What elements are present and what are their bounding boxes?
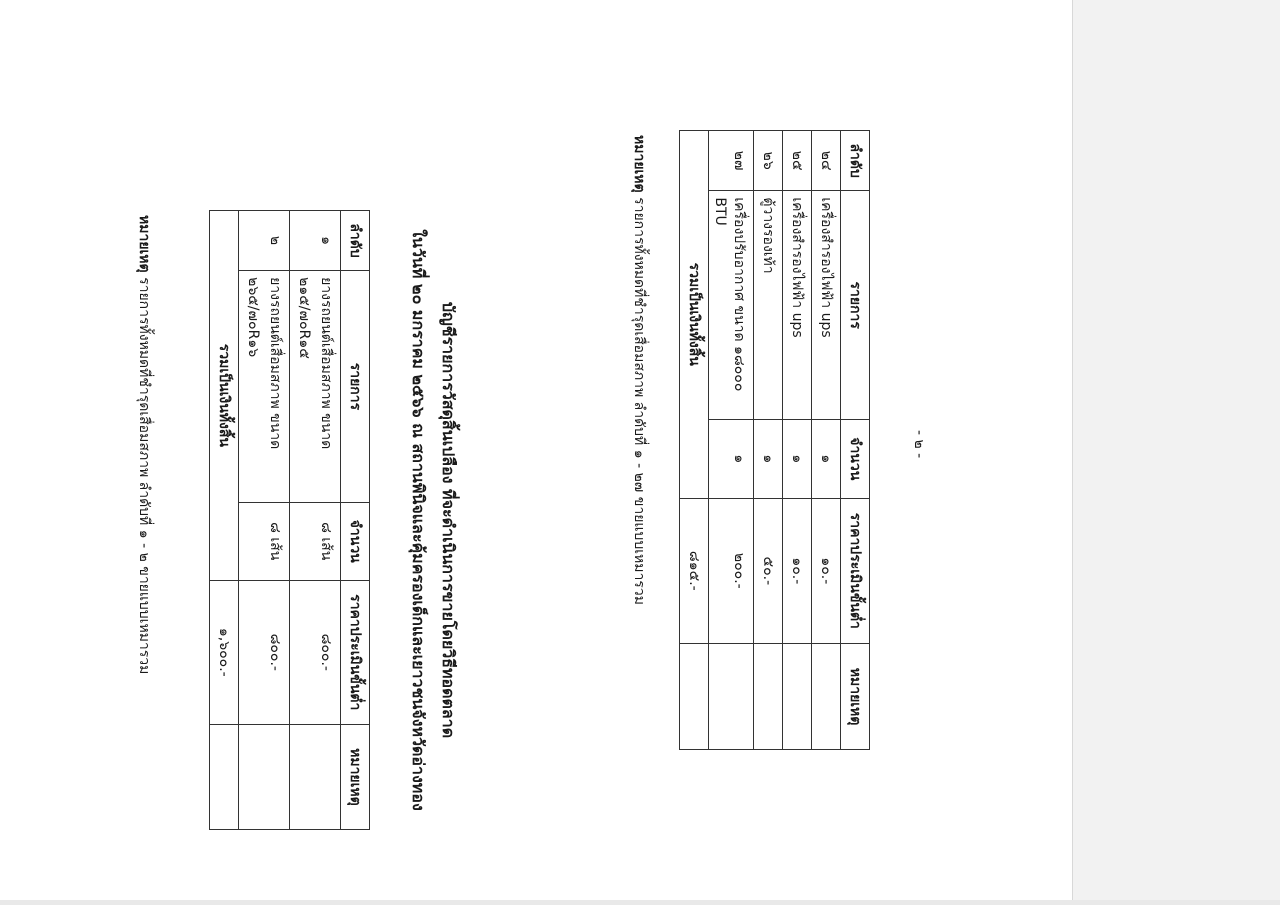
- table-row: [812, 131, 841, 750]
- remark-label: หมายเหตุ: [631, 135, 647, 193]
- row-price: ๒๐๐.-: [709, 498, 754, 644]
- row-no: ๒: [239, 211, 290, 271]
- row-qty: ๑: [812, 420, 841, 498]
- document-subtitle: ในวันที่ ๒๐ มกราคม ๒๕๖๖ ณ สถานพินิจและคุ้มครองเด็กและเยาวชนจังหวัดอ่างทอง: [409, 229, 428, 811]
- header-note: หมายเหตุ: [341, 724, 370, 829]
- remark-text: รายการทั้งหมดที่ชำรุดเสื่อมสภาพ ลำดับที่ ๑ - ๒ ขายแบบเหมารวม: [136, 277, 152, 675]
- table-row: [709, 131, 754, 750]
- rotated-document-page: [0, 50, 940, 850]
- document-title: บัญชีรายการวัสดุสิ้นเปลือง ที่จะดำเนินการขายโดยวิธีทอดตลาด: [439, 301, 458, 739]
- row-price: ๘๐๐.-: [290, 580, 341, 724]
- table-total-row: [680, 131, 709, 750]
- row-note: [783, 644, 812, 750]
- header-price: ราคาประเมินขั้นต่ำ: [841, 498, 870, 644]
- header-qty: จำนวน: [341, 502, 370, 580]
- header-no: ลำดับ: [341, 211, 370, 271]
- total-value: ๘๑๕.-: [680, 498, 709, 644]
- remark-2: [133, 215, 155, 674]
- row-no: ๑: [290, 211, 341, 271]
- row-item: ตู้วางรองเท้า: [754, 191, 783, 420]
- table-row: [290, 211, 341, 830]
- header-price: ราคาประเมินขั้นต่ำ: [341, 580, 370, 724]
- row-no: ๒๖: [754, 131, 783, 191]
- header-no: ลำดับ: [841, 131, 870, 191]
- row-item: ยางรถยนต์เสื่อมสภาพ ขนาด ๒๖๕/๗๐R๑๖: [239, 271, 290, 503]
- row-price: ๘๐๐.-: [239, 580, 290, 724]
- page-number: - ๒ -: [911, 430, 927, 459]
- total-note: [680, 644, 709, 750]
- row-qty: ๘ เส้น: [239, 502, 290, 580]
- header-item: รายการ: [841, 191, 870, 420]
- row-no: ๒๕: [783, 131, 812, 191]
- total-label: รวมเป็นเงินทั้งสิ้น: [210, 211, 239, 581]
- row-note: [709, 644, 754, 750]
- row-no: ๒๔: [812, 131, 841, 191]
- remark-text: รายการทั้งหมดที่ชำรุดเสื่อมสภาพ ลำดับที่ ๑ - ๒๗ ขายแบบเหมารวม: [631, 197, 647, 605]
- table-row: [783, 131, 812, 750]
- table-total-row: [210, 211, 239, 830]
- row-note: [239, 724, 290, 829]
- row-qty: ๘ เส้น: [290, 502, 341, 580]
- row-item: เครื่องปรับอากาศ ขนาด ๑๘๐๐๐ BTU: [709, 191, 754, 420]
- table-header-row: [841, 131, 870, 750]
- header-item: รายการ: [341, 271, 370, 503]
- table-row: [754, 131, 783, 750]
- row-qty: ๑: [709, 420, 754, 498]
- row-qty: ๑: [783, 420, 812, 498]
- row-note: [812, 644, 841, 750]
- row-no: ๒๗: [709, 131, 754, 191]
- row-qty: ๑: [754, 420, 783, 498]
- asset-table-1: [679, 130, 870, 750]
- asset-table-2: [209, 210, 370, 830]
- row-item: เครื่องสำรองไฟฟ้า ups: [812, 191, 841, 420]
- table-header-row: [341, 211, 370, 830]
- total-note: [210, 724, 239, 829]
- row-price: ๑๐.-: [812, 498, 841, 644]
- row-item: เครื่องสำรองไฟฟ้า ups: [783, 191, 812, 420]
- total-label: รวมเป็นเงินทั้งสิ้น: [680, 131, 709, 499]
- row-price: ๑๐.-: [783, 498, 812, 644]
- row-price: ๕๐.-: [754, 498, 783, 644]
- header-qty: จำนวน: [841, 420, 870, 498]
- page-bottom-edge: [0, 900, 1280, 905]
- header-note: หมายเหตุ: [841, 644, 870, 750]
- scanner-margin-strip: [1072, 0, 1280, 905]
- total-value: ๑,๖๐๐.-: [210, 580, 239, 724]
- remark-label: หมายเหตุ: [136, 215, 152, 273]
- row-item: ยางรถยนต์เสื่อมสภาพ ขนาด ๒๑๕/๗๐R๑๕: [290, 271, 341, 503]
- table-row: [239, 211, 290, 830]
- remark-1: [628, 135, 650, 605]
- row-note: [290, 724, 341, 829]
- row-note: [754, 644, 783, 750]
